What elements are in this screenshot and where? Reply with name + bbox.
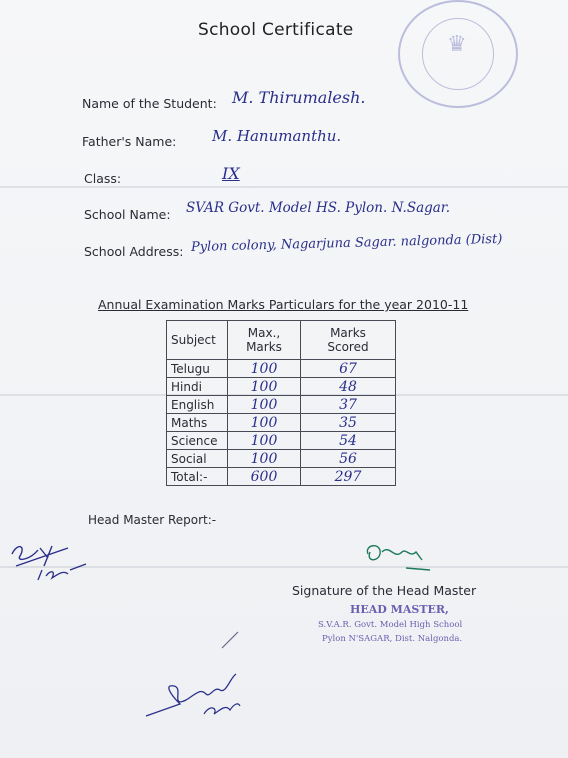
max-marks-cell: 100	[228, 360, 301, 378]
head-master-signature	[362, 540, 442, 580]
max-marks-cell: 100	[228, 414, 301, 432]
tick-mark	[220, 628, 244, 652]
class-value: IX	[222, 164, 240, 183]
head-master-report-label: Head Master Report:-	[88, 513, 217, 527]
scored-cell: 35	[301, 414, 396, 432]
max-marks-cell: 100	[228, 432, 301, 450]
scored-cell: 54	[301, 432, 396, 450]
father-name-value: M. Hanumanthu.	[212, 127, 342, 145]
max-marks-cell: 100	[228, 378, 301, 396]
scored-cell: 48	[301, 378, 396, 396]
school-address-label: School Address:	[84, 244, 184, 259]
table-header-row	[167, 321, 396, 360]
scored-cell: 297	[301, 468, 396, 486]
emblem-icon: ♛	[447, 32, 467, 57]
class-label: Class:	[84, 171, 122, 186]
school-address-value: Pylon colony, Nagarjuna Sagar. nalgonda (Dist)	[190, 231, 503, 255]
table-row	[167, 360, 396, 378]
max-marks-cell: 600	[228, 468, 301, 486]
table-row	[167, 450, 396, 468]
head-master-signature-label: Signature of the Head Master	[292, 583, 477, 598]
certificate-title: School Certificate	[198, 20, 354, 40]
table-row	[167, 432, 396, 450]
subject-cell: English	[167, 396, 228, 414]
header-max-marks: Max., Marks	[228, 321, 301, 360]
school-name-label: School Name:	[84, 207, 171, 222]
marks-table	[166, 320, 396, 486]
seal-school-name: S.V.A.R. Govt. Model High School	[318, 620, 463, 630]
scored-cell: 56	[301, 450, 396, 468]
seal-school-address: Pylon N'SAGAR, Dist. Nalgonda.	[322, 634, 463, 644]
student-name-value: M. Thirumalesh.	[232, 88, 366, 107]
school-stamp	[398, 0, 518, 108]
table-row	[167, 414, 396, 432]
seal-title: HEAD MASTER,	[350, 603, 449, 616]
header-marks-scored: Marks Scored	[301, 321, 396, 360]
table-row	[167, 378, 396, 396]
subject-cell: Maths	[167, 414, 228, 432]
left-signature-scribble	[8, 540, 98, 590]
subject-cell: Telugu	[167, 360, 228, 378]
student-name-label: Name of the Student:	[82, 96, 217, 111]
school-name-value: SVAR Govt. Model HS. Pylon. N.Sagar.	[186, 200, 451, 216]
scored-cell: 67	[301, 360, 396, 378]
subject-cell: Science	[167, 432, 228, 450]
table-total-row	[167, 468, 396, 486]
bottom-signature-scribble	[140, 664, 250, 724]
father-name-label: Father's Name:	[82, 134, 177, 149]
scored-cell: 37	[301, 396, 396, 414]
fold-line	[0, 186, 568, 188]
subject-cell: Social	[167, 450, 228, 468]
max-marks-cell: 100	[228, 396, 301, 414]
max-marks-cell: 100	[228, 450, 301, 468]
header-subject: Subject	[167, 321, 228, 360]
table-row	[167, 396, 396, 414]
subject-cell: Hindi	[167, 378, 228, 396]
marks-heading: Annual Examination Marks Particulars for the year 2010-11	[98, 297, 469, 312]
subject-cell: Total:-	[167, 468, 228, 486]
